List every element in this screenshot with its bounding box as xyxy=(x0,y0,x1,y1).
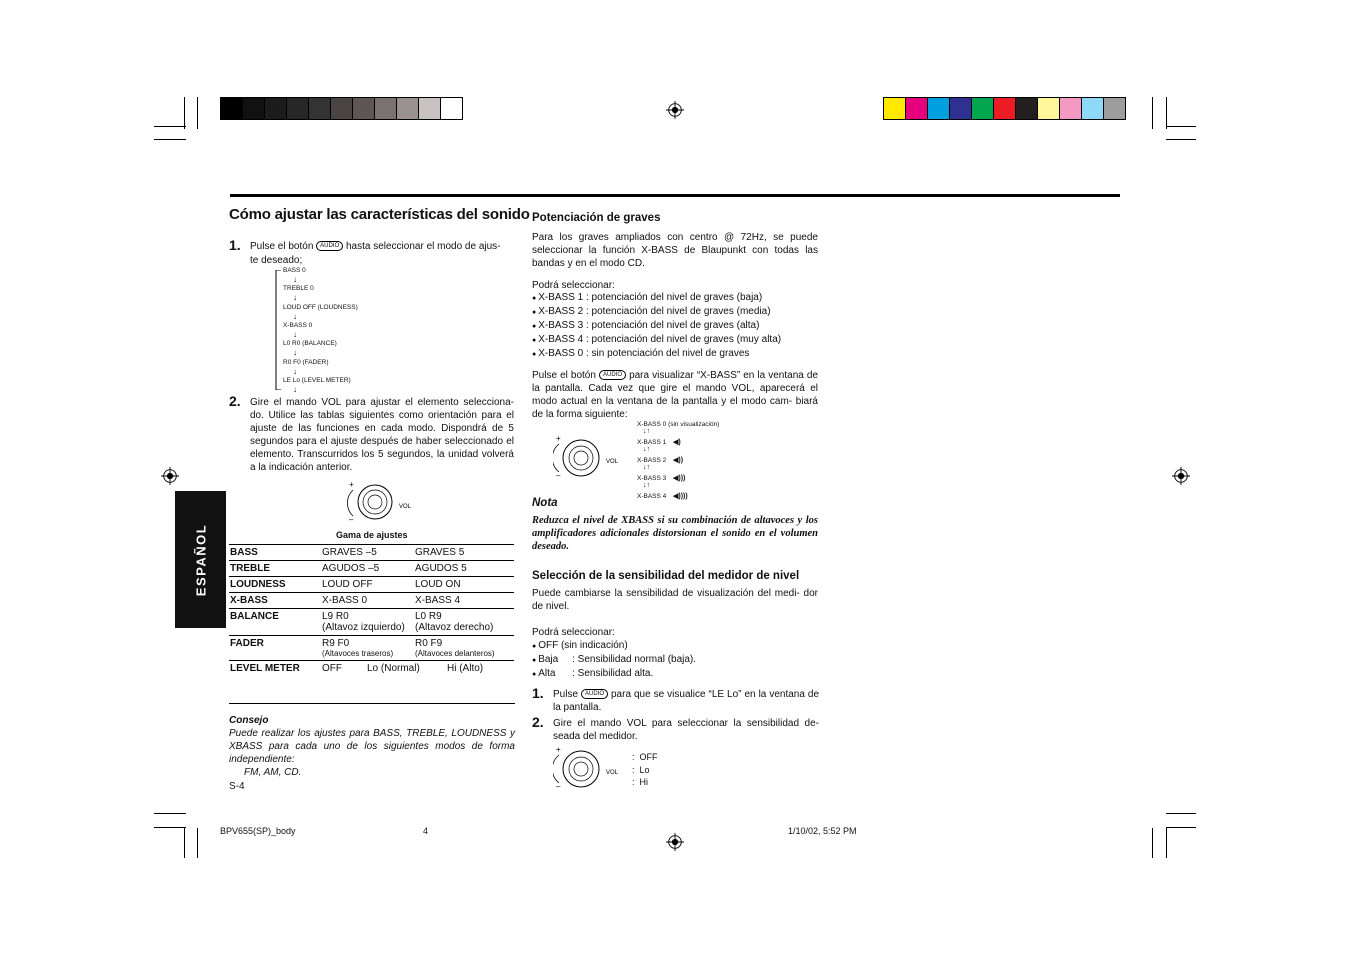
color-swatch xyxy=(884,98,906,119)
color-swatch xyxy=(950,98,972,119)
table-cell xyxy=(414,545,514,561)
meter-step1-b: para que se visualice “LE Lo” en la ventana de la pantalla. xyxy=(553,689,820,713)
vol-knob-icon xyxy=(553,434,623,480)
list-item xyxy=(532,653,696,667)
tip-modes: FM, AM, CD. xyxy=(244,767,302,778)
header-rule xyxy=(230,194,1120,197)
table-cell xyxy=(414,609,514,636)
step2-text: Gire el mando VOL para ajustar el elemento selecciona- do. Utilice las tablas siguientes como orientación para el ajuste de las funciones en cada modo. Dispondrá de 5 segundos para el ajuste después de haber seleccionado el elemento. Transcurridos los 5 segundos, la unidad volverá a la indicación anterior. xyxy=(250,397,514,473)
speaker-level-icon: ◀) xyxy=(673,439,681,446)
up-down-arrow-icon: ↓↑ xyxy=(643,482,650,489)
xbass-seq-item: X-BASS 2 xyxy=(637,457,667,464)
row-label: FADER xyxy=(230,638,264,649)
color-swatch xyxy=(243,98,265,119)
crop-mark xyxy=(1166,126,1196,127)
table-cell xyxy=(229,636,321,661)
bullet-icon: ● xyxy=(532,351,539,358)
cell-min: L9 R0 xyxy=(322,611,349,622)
list-item-text: X-BASS 2 : potenciación del nivel de graves (media) xyxy=(538,306,771,317)
color-swatch xyxy=(1016,98,1038,119)
flow-item: LOUD OFF (LOUDNESS) xyxy=(283,303,358,311)
list-item-text: X-BASS 1 : potenciación del nivel de graves (baja) xyxy=(538,292,763,303)
down-arrow-icon: ↓ xyxy=(293,311,297,321)
meter-value: : Hi xyxy=(632,777,649,787)
color-swatch xyxy=(331,98,353,119)
table-cell xyxy=(229,577,321,593)
cell-value: OFF xyxy=(322,663,342,674)
table-row xyxy=(229,561,514,577)
down-arrow-icon: ↓ xyxy=(293,384,297,394)
down-arrow-icon: ↓ xyxy=(293,366,297,376)
cell-max: X-BASS 4 xyxy=(415,595,461,606)
list-item-text: X-BASS 4 : potenciación del nivel de graves (muy alta) xyxy=(538,334,782,345)
registration-target-icon xyxy=(161,467,179,485)
row-label: TREBLE xyxy=(230,563,270,574)
table-row xyxy=(229,636,514,661)
xbass-intro: Para los graves ampliados con centro @ 72Hz, se puede seleccionar la función X-BASS de Blaupunkt con todas las bandas y en el modo CD. xyxy=(532,232,818,269)
page-number: S-4 xyxy=(229,781,245,792)
up-down-arrow-icon: ↓↑ xyxy=(643,428,650,435)
knob-minus: – xyxy=(556,782,561,791)
color-swatch xyxy=(353,98,375,119)
color-swatch xyxy=(221,98,243,119)
color-swatch xyxy=(972,98,994,119)
meter-step2-text: Gire el mando VOL para seleccionar la sensibilidad de- seada del medidor. xyxy=(553,718,819,742)
xbass-press-a: Pulse el botón xyxy=(532,370,596,381)
table-cell xyxy=(321,561,414,577)
list-item xyxy=(532,667,696,681)
color-swatch xyxy=(1060,98,1082,119)
meter-step1-a: Pulse xyxy=(553,689,579,700)
note-text: Reduzca el nivel de XBASS si su combinación de altavoces y los amplificadores adicionales distorsionan el sonido en el volumen deseado. xyxy=(532,515,818,552)
list-item-text: OFF (sin indicación) xyxy=(538,640,628,651)
language-tab-label: ESPAÑOL xyxy=(193,523,208,596)
color-swatch xyxy=(928,98,950,119)
table-row xyxy=(229,609,514,636)
step-number: 2. xyxy=(229,393,241,409)
flow-return-line xyxy=(273,270,281,390)
list-item-text: Baja : Sensibilidad normal (baja). xyxy=(538,654,697,665)
up-down-arrow-icon: ↓↑ xyxy=(643,446,650,453)
crop-mark xyxy=(184,97,185,129)
table-bottom-rule xyxy=(229,703,515,704)
row-label: LOUDNESS xyxy=(230,579,286,590)
list-item-text: Alta : Sensibilidad alta. xyxy=(538,668,654,679)
xbass-press-b: para visualizar “X-BASS” en la ventana de la pantalla. Cada vez que gire el mando VOL, aparecerá el modo actual en la ventana de la pantalla y el modo cam- biará de la forma siguiente: xyxy=(532,370,819,420)
vol-knob-icon xyxy=(553,745,623,791)
audio-button-icon: AUDIO xyxy=(316,241,343,251)
audio-button-icon: AUDIO xyxy=(581,689,608,699)
meter-intro: Puede cambiarse la sensibilidad de visualización del medi- dor de nivel. xyxy=(532,588,818,612)
meter-value: : OFF xyxy=(632,752,658,762)
list-item-text: X-BASS 0 : sin potenciación del nivel de graves xyxy=(538,348,750,359)
flow-item: R0 F0 (FADER) xyxy=(283,358,329,366)
table-row xyxy=(229,577,514,593)
cell-max: AGUDOS 5 xyxy=(415,563,467,574)
table-cell xyxy=(414,636,514,661)
xbass-seq-item: X-BASS 4 xyxy=(637,493,667,500)
audio-button-icon: AUDIO xyxy=(599,370,626,380)
table-cell xyxy=(229,593,321,609)
row-label: BALANCE xyxy=(230,611,279,622)
meter-options-list xyxy=(532,639,696,681)
table-cell xyxy=(229,561,321,577)
table-cell xyxy=(321,636,414,661)
meter-step1-text xyxy=(553,688,819,714)
crop-mark xyxy=(197,828,198,858)
color-swatch xyxy=(309,98,331,119)
speaker-level-icon: ◀)))) xyxy=(673,493,688,500)
bullet-icon: ● xyxy=(532,295,539,302)
table-row xyxy=(229,593,514,609)
step-number: 2. xyxy=(532,714,544,730)
process-color-bar xyxy=(883,97,1126,120)
row-label: BASS xyxy=(230,547,258,558)
color-swatch xyxy=(994,98,1016,119)
flow-item: TREBLE 0 xyxy=(283,285,314,293)
table-caption: Gama de ajustes xyxy=(336,530,408,540)
knob-minus: – xyxy=(556,471,561,480)
knob-vol-label: VOL xyxy=(606,770,619,776)
bullet-icon: ● xyxy=(532,643,539,650)
crop-mark xyxy=(154,126,186,127)
list-item-text: X-BASS 3 : potenciación del nivel de graves (alta) xyxy=(538,320,760,331)
list-item xyxy=(532,333,781,347)
color-swatch xyxy=(397,98,419,119)
table-cell xyxy=(321,545,414,561)
flow-item: X-BASS 0 xyxy=(283,321,313,329)
table-row xyxy=(229,661,514,677)
xbass-options-list xyxy=(532,291,781,361)
cell-value: Lo (Normal) xyxy=(367,663,420,674)
xbass-seq-item: X-BASS 3 xyxy=(637,475,667,482)
crop-mark xyxy=(1152,97,1153,129)
crop-mark xyxy=(184,828,185,858)
meter-heading: Selección de la sensibilidad del medidor de nivel xyxy=(532,570,800,582)
cell-min: R9 F0 xyxy=(322,638,350,649)
row-label: LEVEL METER xyxy=(230,663,300,674)
cell-max: R0 F9 xyxy=(415,638,443,649)
table-cell xyxy=(229,661,321,677)
row-label: X-BASS xyxy=(230,595,268,606)
footer-file: BPV655(SP)_body xyxy=(220,826,296,836)
speaker-level-icon: ◀)) xyxy=(673,457,684,464)
list-item xyxy=(532,639,696,653)
registration-target-icon xyxy=(1172,467,1190,485)
cell-max: GRAVES 5 xyxy=(415,547,465,558)
registration-target-icon xyxy=(666,833,684,851)
knob-vol-label: VOL xyxy=(399,504,412,510)
color-swatch xyxy=(1082,98,1104,119)
cell-value: Hi (Alto) xyxy=(447,663,484,674)
table-cell xyxy=(229,609,321,636)
cell-min: GRAVES –5 xyxy=(322,547,377,558)
color-swatch xyxy=(265,98,287,119)
crop-mark xyxy=(1166,827,1196,828)
crop-mark xyxy=(1166,139,1196,140)
speaker-level-icon: ◀))) xyxy=(673,475,686,482)
cell-min-note: (Altavoces traseros) xyxy=(322,649,394,658)
color-swatch xyxy=(441,98,462,119)
crop-mark xyxy=(154,827,186,828)
footer-page: 4 xyxy=(423,826,429,836)
step-number: 1. xyxy=(532,685,544,701)
select-label: Podrá seleccionar: xyxy=(532,627,615,638)
step1-text-a: Pulse el botón xyxy=(250,241,314,252)
crop-mark xyxy=(1166,813,1196,814)
note-title: Nota xyxy=(532,497,558,509)
color-swatch xyxy=(906,98,928,119)
crop-mark xyxy=(154,813,186,814)
crop-mark xyxy=(154,139,186,140)
down-arrow-icon: ↓ xyxy=(293,293,297,303)
tip-text: Puede realizar los ajustes para BASS, TREBLE, LOUDNESS y XBASS para cada uno de los siguientes modos de forma independiente: xyxy=(229,728,515,765)
footer-date: 1/10/02, 5:52 PM xyxy=(788,826,857,836)
cell-min: AGUDOS –5 xyxy=(322,563,380,574)
step1-text-c: te deseado; xyxy=(250,255,303,266)
cell-max: LOUD ON xyxy=(415,579,461,590)
knob-minus: – xyxy=(349,515,354,524)
up-down-arrow-icon: ↓↑ xyxy=(643,464,650,471)
list-item xyxy=(532,305,781,319)
table-cell xyxy=(321,593,414,609)
color-swatch xyxy=(1038,98,1060,119)
cell-max: L0 R9 xyxy=(415,611,442,622)
xbass-press-text xyxy=(532,369,818,421)
cell-max-note: (Altavoces delanteros) xyxy=(415,649,495,658)
table-cell xyxy=(414,561,514,577)
table-cell xyxy=(229,545,321,561)
bullet-icon: ● xyxy=(532,309,539,316)
xbass-heading: Potenciación de graves xyxy=(532,212,661,224)
crop-mark xyxy=(1166,828,1167,858)
bullet-icon: ● xyxy=(532,657,539,664)
step-number: 1. xyxy=(229,237,241,253)
registration-target-icon xyxy=(666,101,684,119)
step1-text-b: hasta seleccionar el modo de ajus- xyxy=(345,241,501,252)
down-arrow-icon: ↓ xyxy=(293,348,297,358)
flow-item: LE Lo (LEVEL METER) xyxy=(283,376,351,384)
knob-plus: + xyxy=(349,480,354,489)
xbass-seq-item: X-BASS 0 (sin visualización) xyxy=(637,421,720,428)
meter-value: : Lo xyxy=(632,764,650,775)
table-cell xyxy=(321,577,414,593)
down-arrow-icon: ↓ xyxy=(293,329,297,339)
crop-mark xyxy=(197,97,198,129)
vol-knob-icon xyxy=(345,480,415,524)
xbass-seq-item: X-BASS 1 xyxy=(637,439,667,446)
cell-min: LOUD OFF xyxy=(322,579,373,590)
bullet-icon: ● xyxy=(532,671,539,678)
color-swatch xyxy=(1104,98,1125,119)
knob-vol-label: VOL xyxy=(606,459,619,465)
flow-item: L0 R0 (BALANCE) xyxy=(283,340,337,348)
knob-plus: + xyxy=(556,745,561,754)
cell-max-note: (Altavoz derecho) xyxy=(415,622,494,633)
color-swatch xyxy=(419,98,441,119)
list-item xyxy=(532,291,781,305)
adjustment-range-table xyxy=(229,544,514,676)
crop-mark xyxy=(1166,97,1167,129)
table-cell xyxy=(414,593,514,609)
grayscale-color-bar xyxy=(220,97,463,120)
color-swatch xyxy=(287,98,309,119)
down-arrow-icon: ↓ xyxy=(293,275,297,284)
table-cell xyxy=(414,577,514,593)
flow-item: BASS 0 xyxy=(283,267,306,274)
table-cell xyxy=(321,661,514,677)
bullet-icon: ● xyxy=(532,337,539,344)
color-swatch xyxy=(375,98,397,119)
list-item xyxy=(532,347,781,361)
bullet-icon: ● xyxy=(532,323,539,330)
section-title: Cómo ajustar las características del sonido xyxy=(229,206,530,223)
select-label: Podrá seleccionar: xyxy=(532,280,615,291)
table-row xyxy=(229,545,514,561)
step1-text xyxy=(250,240,515,253)
list-item xyxy=(532,319,781,333)
cell-min: X-BASS 0 xyxy=(322,595,368,606)
cell-min-note: (Altavoz izquierdo) xyxy=(322,622,405,633)
table-cell xyxy=(321,609,414,636)
crop-mark xyxy=(1152,828,1153,858)
language-tab xyxy=(175,491,226,628)
tip-title: Consejo xyxy=(229,715,269,726)
knob-plus: + xyxy=(556,434,561,443)
